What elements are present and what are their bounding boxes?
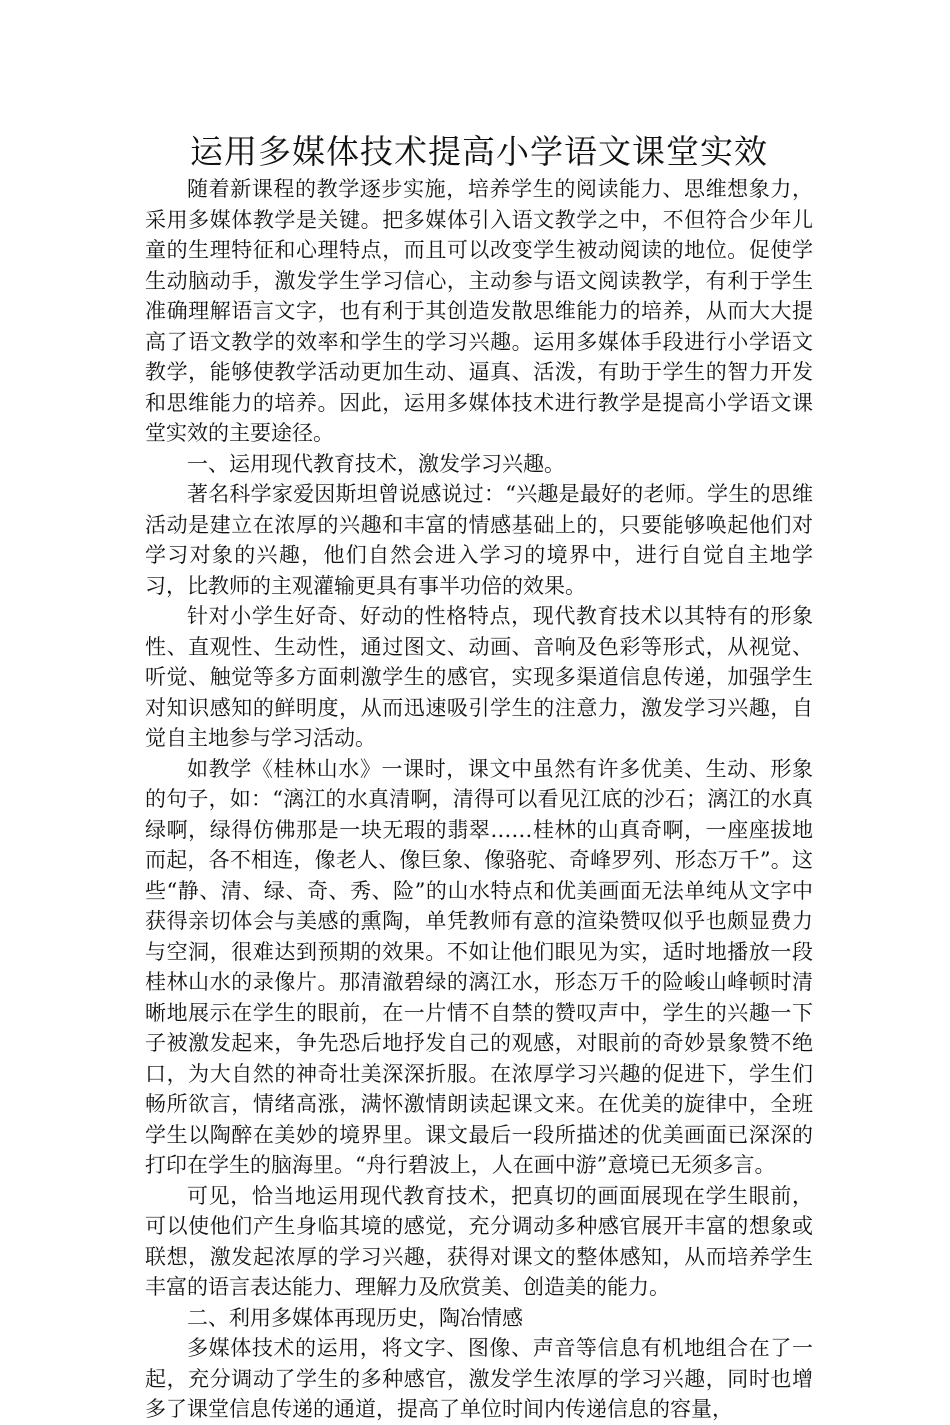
section-heading-2: 二、利用多媒体再现历史，陶冶情感 [187, 1305, 523, 1330]
paragraph-einstein-quote: 著名科学家爱因斯坦曾说感说过：“兴趣是最好的老师。学生的思维活动是建立在浓厚的兴趣和丰富的情感基础上的，只要能够唤起他们对学习对象的兴趣，他们自然会进入学习的境界中，进行自觉自主地学习，比教师的主观灌输更具有事半功倍的效果。 [145, 482, 813, 598]
paragraph-guilin-example: 如教学《桂林山水》一课时，课文中虽然有许多优美、生动、形象的句子，如：“漓江的水真清啊，清得可以看见江底的沙石；漓江的水真绿啊，绿得仿佛那是一块无瑕的翡翠……桂林的山真奇啊，一座座拔地而起，各不相连，像老人、像巨象、像骆驼、奇峰罗列、形态万千”。这些“静、清、绿、奇、秀、险”的山水特点和优美画面无法单纯从文字中获得亲切体会与美感的熏陶，单凭教师有意的渲染赞叹似乎也颇显费力与空洞，很难达到预期的效果。不如让他们眼见为实，适时地播放一段桂林山水的录像片。那清澈碧绿的漓江水，形态万千的险峻山峰顿时清晰地展示在学生的眼前，在一片情不自禁的赞叹声中，学生的兴趣一下子被激发起来，争先恐后地抒发自己的观感，对眼前的奇妙景象赞不绝口，为大自然的神奇壮美深深折服。在浓厚学习兴趣的促进下，学生们畅所欲言，情绪高涨，满怀激情朗读起课文来。在优美的旋律中，全班学生以陶醉在美妙的境界里。课文最后一段所描述的优美画面已深深的打印在学生的脑海里。“舟行碧波上，人在画中游”意境已无须多言。 [145, 756, 813, 1177]
document-page [145, 132, 813, 1425]
section-heading-1: 一、运用现代教育技术，激发学习兴趣。 [187, 451, 565, 476]
paragraph-intro: 随着新课程的教学逐步实施，培养学生的阅读能力、思维想象力，采用多媒体教学是关键。把多媒体引入语文教学之中，不但符合少年儿童的生理特征和心理特点，而且可以改变学生被动阅读的地位。促使学生动脑动手，激发学生学习信心，主动参与语文阅读教学，有利于学生准确理解语言文字，也有利于其创造发散思维能力的培养，从而大大提高了语文教学的效率和学生的学习兴趣。运用多媒体手段进行小学语文教学，能够使教学活动更加生动、逼真、活泼，有助于学生的智力开发和思维能力的培养。因此，运用多媒体技术进行教学是提高小学语文课堂实效的主要途径。 [145, 177, 813, 445]
document-title: 运用多媒体技术提高小学语文课堂实效 [190, 132, 768, 171]
paragraph-student-traits: 针对小学生好奇、好动的性格特点，现代教育技术以其特有的形象性、直观性、生动性，通过图文、动画、音响及色彩等形式，从视觉、听觉、触觉等多方面刺激学生的感官，实现多渠道信息传递，加强学生对知识感知的鲜明度，从而迅速吸引学生的注意力，激发学习兴趣，自觉自主地参与学习活动。 [145, 604, 813, 750]
paragraph-conclusion: 可见，恰当地运用现代教育技术，把真切的画面展现在学生眼前，可以使他们产生身临其境的感觉，充分调动多种感官展开丰富的想象或联想，激发起浓厚的学习兴趣，获得对课文的整体感知，从而培养学生丰富的语言表达能力、理解力及欣赏美、创造美的能力。 [145, 1183, 813, 1299]
paragraph-multimedia: 多媒体技术的运用，将文字、图像、声音等信息有机地组合在了一起，充分调动了学生的多种感官，激发学生浓厚的学习兴趣，同时也增多了课堂信息传递的通道，提高了单位时间内传递信息的容量， [145, 1336, 813, 1421]
